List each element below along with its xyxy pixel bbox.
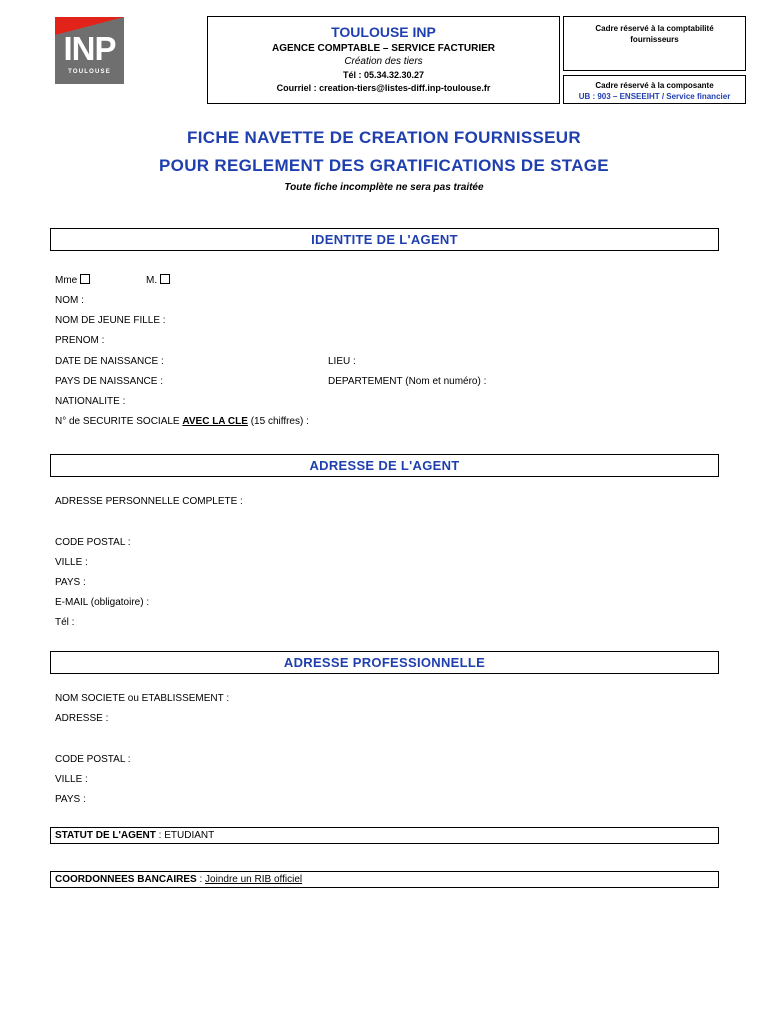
bank-label: COORDONNEES BANCAIRES — [55, 874, 197, 885]
ville-label: VILLE : — [55, 557, 88, 568]
header-email: Courriel : creation-tiers@listes-diff.inp-toulouse.fr — [276, 83, 491, 93]
mme-option[interactable] — [55, 274, 90, 287]
bank-bar — [50, 871, 719, 888]
logo-mark: INP — [63, 30, 116, 67]
section-address-heading: ADRESSE DE L'AGENT — [50, 454, 719, 477]
adresse-personnelle-label: ADRESSE PERSONNELLE COMPLETE : — [55, 496, 243, 507]
bank-value: Joindre un RIB officiel — [205, 874, 303, 885]
incomplete-note: Toute fiche incomplète ne sera pas traitée — [284, 182, 484, 193]
reserved-box2-line2: UB : 903 – ENSEEIHT / Service financier — [578, 92, 731, 101]
reserved-box-accounting — [563, 16, 746, 71]
bank-sep: : — [196, 874, 206, 885]
statut-bar — [50, 827, 719, 844]
nom-label: NOM : — [55, 295, 84, 306]
page-title-line2: POUR REGLEMENT DES GRATIFICATIONS DE STAGE — [159, 156, 609, 175]
header-line2: Création des tiers — [344, 56, 423, 67]
pro-pays-label: PAYS : — [55, 794, 86, 805]
secu-suffix: (15 chiffres) : — [247, 416, 309, 427]
secu-key: AVEC LA CLE — [182, 416, 248, 427]
statut-value: : ETUDIANT — [155, 830, 215, 841]
pays-label: PAYS : — [55, 577, 86, 588]
statut-label: STATUT DE L'AGENT — [55, 830, 156, 841]
logo-subtitle: TOULOUSE — [68, 69, 111, 75]
nom-jeune-fille-label: NOM DE JEUNE FILLE : — [55, 315, 166, 326]
societe-label: NOM SOCIETE ou ETABLISSEMENT : — [55, 693, 230, 704]
m-option[interactable] — [146, 274, 170, 287]
email-label: E-MAIL (obligatoire) : — [55, 597, 150, 608]
mme-checkbox[interactable] — [80, 274, 90, 284]
secu-label — [55, 415, 309, 428]
reserved-box2-line1: Cadre réservé à la composante — [595, 81, 714, 90]
m-label: M. — [146, 275, 158, 286]
pro-ville-label: VILLE : — [55, 774, 88, 785]
reserved-box1-line1: Cadre réservé à la comptabilité — [595, 24, 714, 33]
section-identity-heading: IDENTITE DE L'AGENT — [50, 228, 719, 251]
nationalite-label: NATIONALITE : — [55, 396, 126, 407]
reserved-box-component — [563, 75, 746, 104]
date-naissance-label: DATE DE NAISSANCE : — [55, 356, 164, 367]
pro-adresse-label: ADRESSE : — [55, 713, 109, 724]
header-title: TOULOUSE INP — [331, 24, 436, 40]
departement-label: DEPARTEMENT (Nom et numéro) : — [328, 376, 487, 387]
pays-naissance-label: PAYS DE NAISSANCE : — [55, 376, 163, 387]
mme-label: Mme — [55, 275, 78, 286]
prenom-label: PRENOM : — [55, 335, 105, 346]
secu-prefix: N° de SECURITE SOCIALE — [55, 416, 183, 427]
header-box — [207, 16, 560, 104]
reserved-box1-line2: fournisseurs — [630, 35, 679, 44]
code-postal-label: CODE POSTAL : — [55, 537, 131, 548]
header-phone: Tél : 05.34.32.30.27 — [342, 70, 425, 80]
tel-label: Tél : — [55, 617, 75, 628]
m-checkbox[interactable] — [160, 274, 170, 284]
page-title-line1: FICHE NAVETTE DE CREATION FOURNISSEUR — [187, 128, 581, 147]
inp-logo — [55, 17, 124, 84]
header-line1: AGENCE COMPTABLE – SERVICE FACTURIER — [272, 43, 495, 54]
lieu-label: LIEU : — [328, 356, 356, 367]
pro-code-postal-label: CODE POSTAL : — [55, 754, 131, 765]
section-pro-heading: ADRESSE PROFESSIONNELLE — [50, 651, 719, 674]
